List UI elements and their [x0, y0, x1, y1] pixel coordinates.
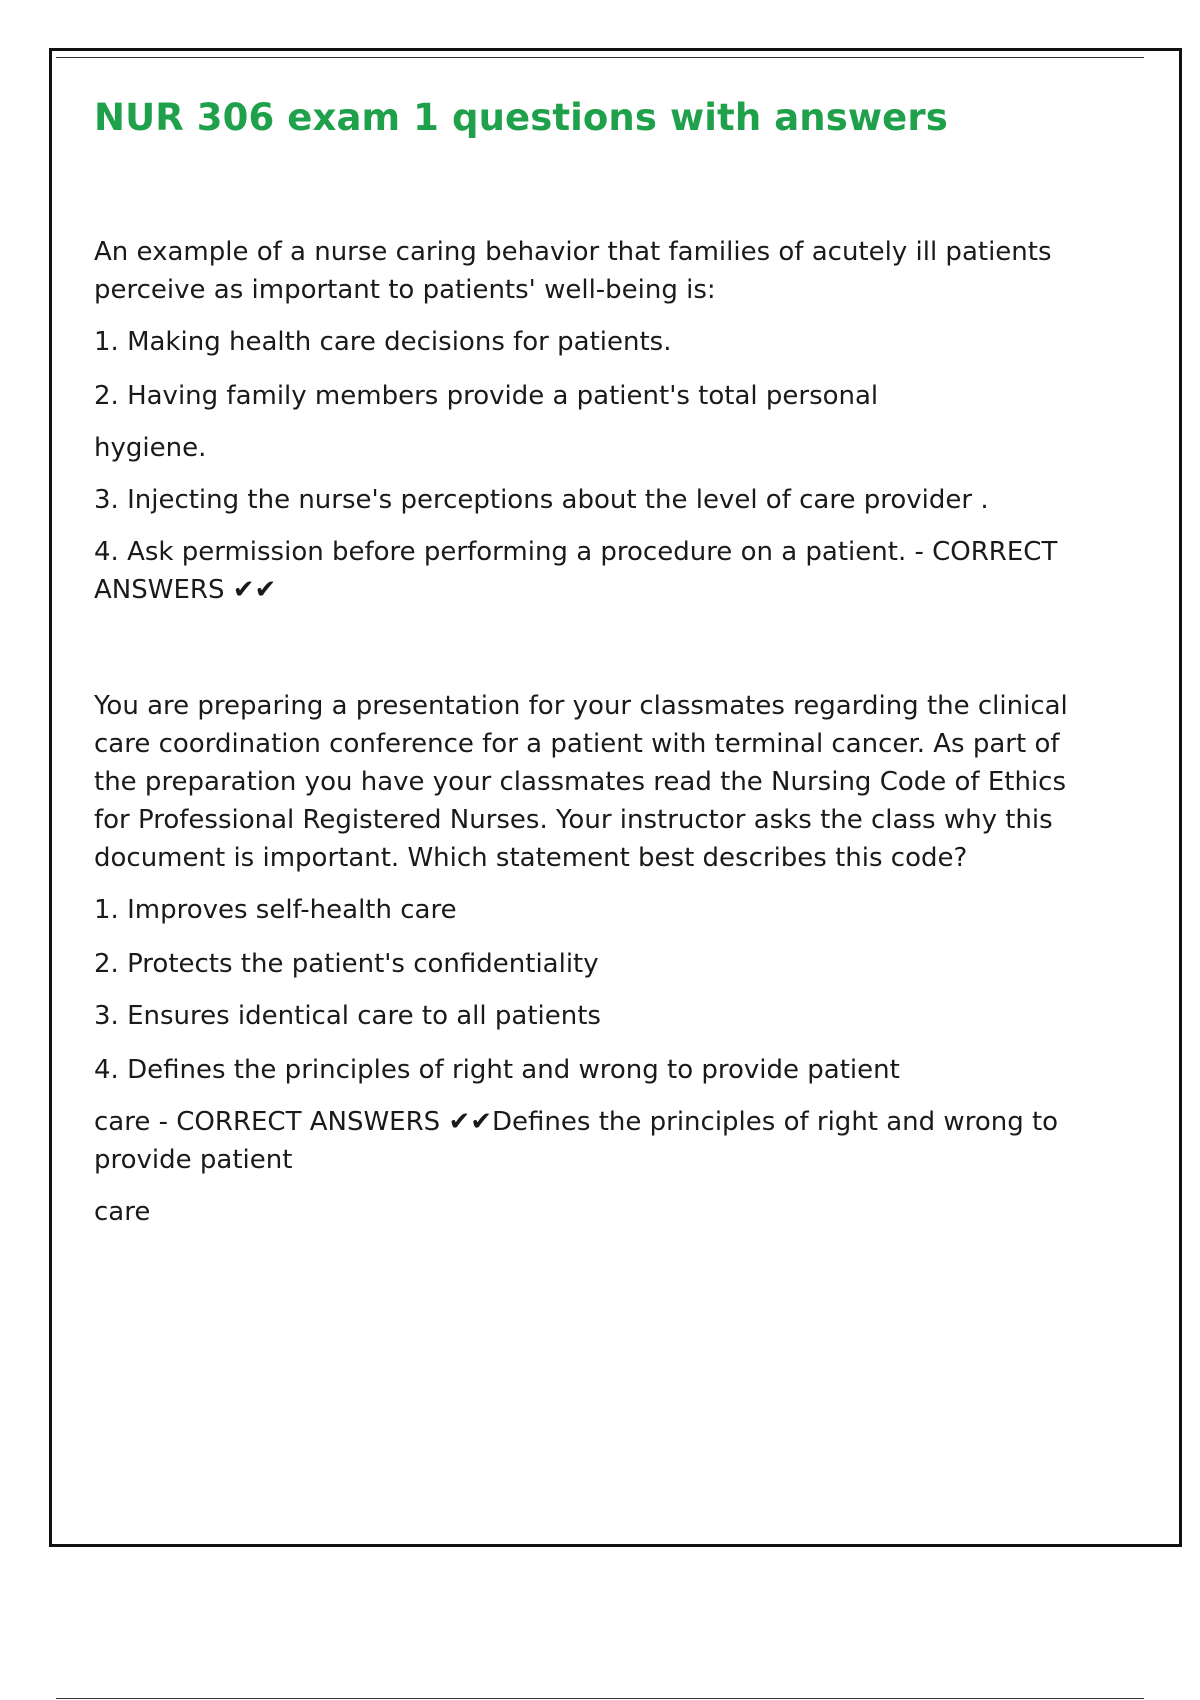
answer-option: 1. Making health care decisions for patients.	[94, 327, 672, 357]
document-title: NUR 306 exam 1 questions with answers	[94, 96, 948, 139]
answer-option: 3. Injecting the nurse's perceptions about the level of care provider .	[94, 485, 989, 515]
document-content	[94, 94, 1084, 1231]
question-stem: An example of a nurse caring behavior that families of acutely ill patients perceive as important to patients' well-being is:	[94, 237, 1052, 305]
question-1	[94, 233, 1084, 609]
answer-option-correct: care - CORRECT ANSWERS ✔✔Defines the principles of right and wrong to provide patient	[94, 1107, 1059, 1175]
top-rule	[56, 57, 1144, 58]
answer-option: 3. Ensures identical care to all patients	[94, 1001, 601, 1031]
answer-option: 4. Defines the principles of right and wrong to provide patient	[94, 1055, 900, 1085]
answer-option: 2. Having family members provide a patient's total personal	[94, 381, 879, 411]
answer-option: 2. Protects the patient's confidentiality	[94, 949, 599, 979]
question-stem: You are preparing a presentation for your classmates regarding the clinical care coordination conference for a patient with terminal cancer. As part of the preparation you have your classmates read the Nursing Code of Ethics for Professional Registered Nurses. Your instructor asks the class why this document is important. Which statement best describes this code?	[94, 691, 1068, 873]
answer-option-continuation: care	[94, 1197, 151, 1227]
answer-option: 1. Improves self-health care	[94, 895, 457, 925]
question-2	[94, 687, 1084, 1231]
answer-option: hygiene.	[94, 433, 207, 463]
answer-option-correct: 4. Ask permission before performing a procedure on a patient. - CORRECT ANSWERS ✔✔	[94, 537, 1058, 605]
bottom-rule	[56, 1698, 1144, 1699]
